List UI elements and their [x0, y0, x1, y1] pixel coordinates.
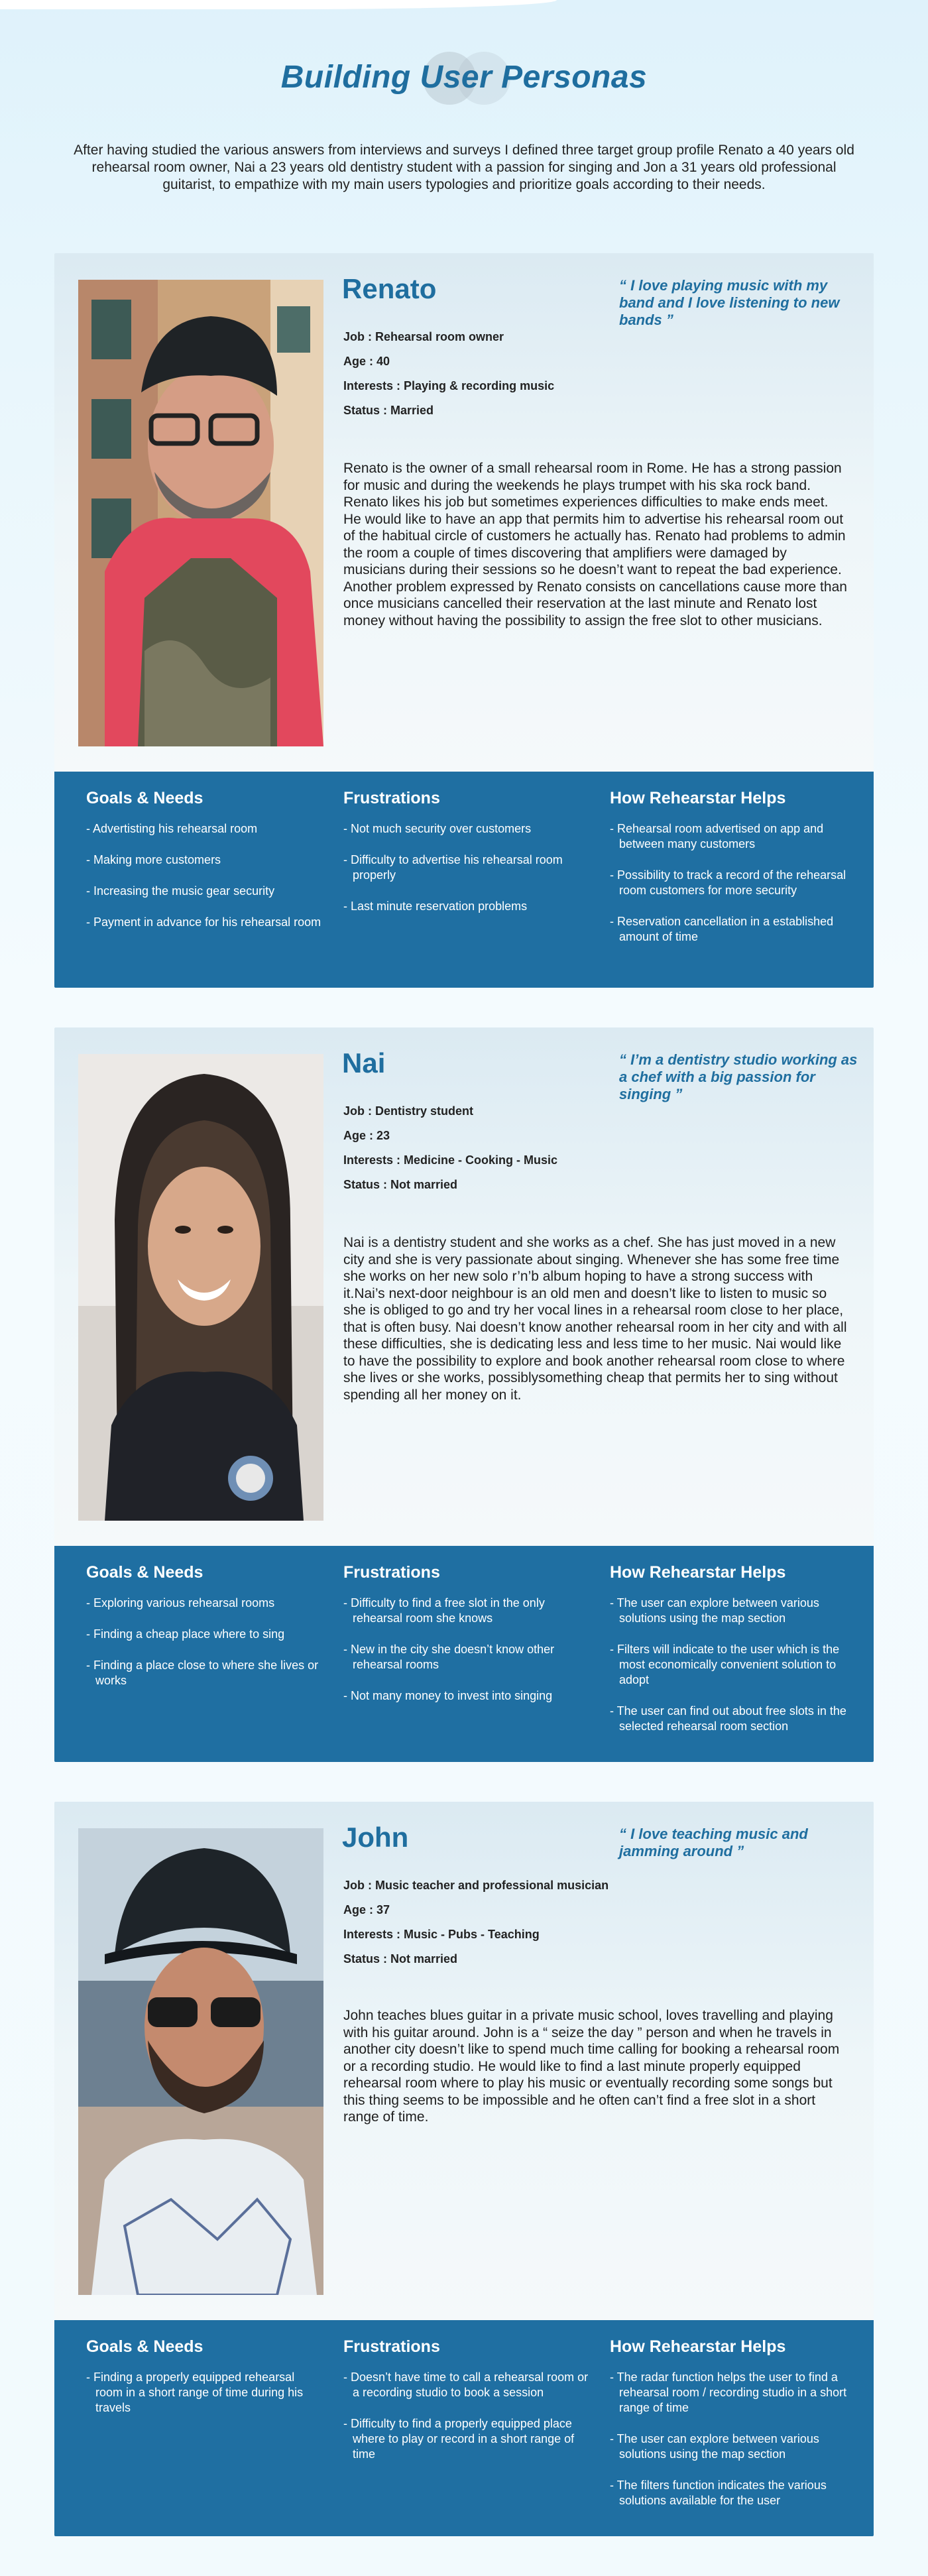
frustrations-heading: Frustrations	[343, 789, 440, 807]
frustrations-heading: Frustrations	[343, 2337, 440, 2356]
goals-list	[86, 1596, 325, 1688]
list-item: - Exploring various rehearsal rooms	[86, 1596, 325, 1611]
persona-card-john	[54, 1802, 874, 2536]
persona-photo	[78, 1828, 323, 2295]
helps-heading: How Rehearstar Helps	[610, 789, 786, 807]
helps-list	[610, 821, 868, 945]
persona-fields	[343, 325, 554, 423]
helps-heading: How Rehearstar Helps	[610, 1563, 786, 1582]
persona-interests: Interests : Music - Pubs - Teaching	[343, 1928, 540, 1941]
persona-fields	[343, 1873, 609, 1971]
persona-interests: Interests : Playing & recording music	[343, 379, 555, 392]
persona-photo	[78, 280, 323, 746]
intro-text: After having studied the various answers from interviews and surveys I defined three target group profile Renato a 40 years old rehearsal room owner, Nai a 23 years old dentistry student with a passion for singing and Jon a 31 years old professional guitarist, to empathize with my main users typologies and prioritize goals according to their needs.	[74, 143, 854, 192]
persona-details-band	[54, 772, 874, 988]
list-item: - Not much security over customers	[343, 821, 595, 837]
helps-heading: How Rehearstar Helps	[610, 2337, 786, 2356]
goals-heading: Goals & Needs	[86, 2337, 203, 2356]
helps-list	[610, 2370, 868, 2508]
list-item: - New in the city she doesn’t know other rehearsal rooms	[343, 1642, 595, 1672]
frustrations-column	[343, 789, 595, 930]
list-item: - Increasing the music gear security	[86, 884, 325, 899]
list-item: - Finding a place close to where she lives or works	[86, 1658, 325, 1688]
helps-column	[610, 1563, 868, 1750]
list-item: - The user can explore between various solutions using the map section	[610, 1596, 868, 1626]
title-block	[0, 48, 928, 107]
list-item: - Difficulty to find a properly equipped place where to play or record in a short range of time	[343, 2416, 595, 2462]
goals-list	[86, 2370, 325, 2416]
persona-details-band	[54, 1546, 874, 1762]
frustrations-heading: Frustrations	[343, 1563, 440, 1582]
goals-heading: Goals & Needs	[86, 789, 203, 807]
persona-status: Status : Not married	[343, 1952, 458, 1965]
list-item: - The radar function helps the user to find a rehearsal room / recording studio in a short range of time	[610, 2370, 868, 2416]
frustrations-list	[343, 1596, 595, 1704]
list-item: - Possibility to track a record of the rehearsal room customers for more security	[610, 868, 868, 898]
list-item: - The filters function indicates the various solutions available for the user	[610, 2478, 868, 2508]
goals-column	[86, 789, 325, 946]
goals-list	[86, 821, 325, 930]
persona-job: Job : Music teacher and professional musician	[343, 1879, 609, 1892]
persona-name: Nai	[342, 1047, 386, 1079]
persona-bio: Renato is the owner of a small rehearsal room in Rome. He has a strong passion for music and during the weekends he plays trumpet with his ska rock band. Renato likes his job but sometimes experiences difficulties to make ends meet. He would like to have an app that permits him to advertise his rehearsal room out of the habitual circle of customers he actually has. Renato had problems to admin the room a couple of times discovering that amplifiers were damaged by musicians during their sessions so he doesn’t want to repeat the bad experience. Another problem expressed by Renato consists on cancellations cause more than once musicians cancelled their reservation at the last minute and Renato lost money without having the possibility to assign the free slot to other musicians.	[343, 461, 847, 628]
goals-column	[86, 1563, 325, 1704]
list-item: - Finding a properly equipped rehearsal room in a short range of time during his travels	[86, 2370, 325, 2416]
persona-fields	[343, 1099, 557, 1197]
persona-status: Status : Not married	[343, 1178, 458, 1191]
list-item: - Difficulty to find a free slot in the only rehearsal room she knows	[343, 1596, 595, 1626]
persona-photo	[78, 1054, 323, 1521]
persona-card-renato	[54, 253, 874, 988]
persona-interests: Interests : Medicine - Cooking - Music	[343, 1153, 558, 1167]
frustrations-column	[343, 2337, 595, 2478]
top-band	[0, 0, 557, 9]
persona-name: John	[342, 1822, 409, 1853]
list-item: - Finding a cheap place where to sing	[86, 1627, 325, 1642]
persona-age: Age : 40	[343, 355, 390, 368]
list-item: - Payment in advance for his rehearsal room	[86, 915, 325, 930]
helps-column	[610, 789, 868, 961]
goals-column	[86, 2337, 325, 2431]
list-item: - Advertisting his rehearsal room	[86, 821, 325, 837]
persona-profile	[54, 253, 874, 772]
helps-column	[610, 2337, 868, 2524]
list-item: - Reservation cancellation in a established amount of time	[610, 914, 868, 945]
list-item: - The user can find out about free slots in the selected rehearsal room section	[610, 1704, 868, 1734]
persona-bio: Nai is a dentistry student and she works as a chef. She has just moved in a new city and she is very passionate about singing. Whenever she has some free time she works on her new solo r’n’b album hoping to have a strong success with it.Nai’s next-door neighbour is an old men and doesn’t like to listen to music so she is obliged to go and try her vocal lines in a rehearsal room close to her place, that is often busy. Nai doesn’t know another rehearsal room in her city and with all these difficulties, she is dedicating less and less time to her music. Nai would like to have the possibility to explore and book another rehearsal room close to where she lives or she works, possiblysomething cheap that permits her to sing without spending all her money on it.	[343, 1235, 847, 1403]
persona-job: Job : Rehearsal room owner	[343, 330, 504, 343]
persona-age: Age : 23	[343, 1129, 390, 1142]
persona-quote: “ I’m a dentistry studio working as a chef with a big passion for singing ”	[619, 1051, 858, 1102]
list-item: - Not many money to invest into singing	[343, 1688, 595, 1704]
frustrations-column	[343, 1563, 595, 1720]
list-item: - Rehearsal room advertised on app and between many customers	[610, 821, 868, 852]
persona-name: Renato	[342, 273, 437, 304]
persona-card-nai	[54, 1027, 874, 1762]
persona-details-band	[54, 2320, 874, 2536]
persona-job: Job : Dentistry student	[343, 1104, 474, 1118]
list-item: - Filters will indicate to the user which is the most economically convenient solution to adopt	[610, 1642, 868, 1688]
frustrations-list	[343, 821, 595, 914]
list-item: - The user can explore between various solutions using the map section	[610, 2431, 868, 2462]
list-item: - Making more customers	[86, 852, 325, 868]
frustrations-list	[343, 2370, 595, 2462]
list-item: - Last minute reservation problems	[343, 899, 595, 914]
page-title: Building User Personas	[280, 60, 648, 95]
persona-quote: “ I love playing music with my band and I love listening to new bands ”	[619, 277, 840, 328]
persona-status: Status : Married	[343, 404, 434, 417]
persona-profile	[54, 1027, 874, 1546]
persona-profile	[54, 1802, 874, 2320]
persona-bio: John teaches blues guitar in a private music school, loves travelling and playing with his guitar around. John is a “ seize the day ” person and when he travels in another city doesn’t like to spend much time calling for booking a rehearsal room or a recording studio. He would like to find a last minute properly equipped rehearsal room where to play his music or eventually recording some songs but this thing seems to be impossible and he often can’t find a free slot in a short range of time.	[343, 2008, 840, 2125]
list-item: - Doesn’t have time to call a rehearsal room or a recording studio to book a session	[343, 2370, 595, 2400]
goals-heading: Goals & Needs	[86, 1563, 203, 1582]
helps-list	[610, 1596, 868, 1734]
persona-age: Age : 37	[343, 1903, 390, 1916]
list-item: - Difficulty to advertise his rehearsal room properly	[343, 852, 595, 883]
persona-quote: “ I love teaching music and jamming around ”	[619, 1826, 808, 1859]
